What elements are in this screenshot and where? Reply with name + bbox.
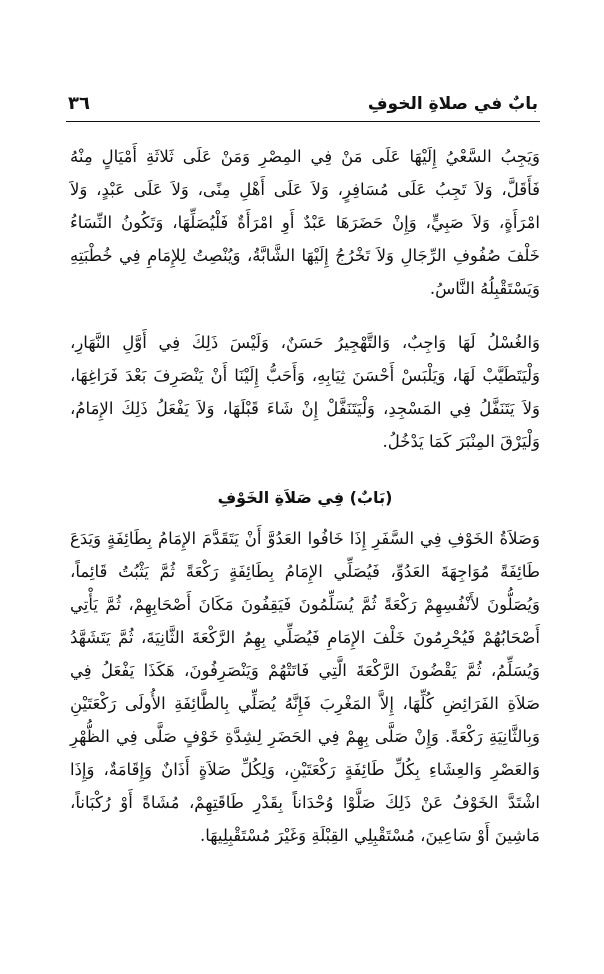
paragraph-friday-prayer: وَيَجِبُ السَّعْيُ إِلَيْهَا عَلَى مَنْ فِي المِصْرِ وَمَنْ عَلَى ثَلاثَةِ أَمْيَالٍ مِنْهُ فَأَقَلَّ، وَلاَ تَجِبُ عَلَى مُسَافِرٍ، وَلاَ عَلَى أَهْلِ مِنًى، وَلاَ عَلَى عَبْدٍ، وَلاَ امْرَأَةٍ، وَلاَ صَبِيٍّ، وَإِنْ حَضَرَهَا عَبْدٌ أَوِ امْرَأَةٌ فَلْيُصَلِّهَا، وَتَكُونُ النِّسَاءُ خَلْفَ صُفُوفِ الرِّجَالِ وَلاَ تَخْرُجُ إِلَيْهَا الشَّابَّةُ، وَيُنْصِتُ لِلإِمَامِ فِي خُطْبَتِهِ وَيَسْتَقْبِلُهُ النَّاسُ. [70,147,540,298]
section-heading: (بَابٌ) فِي صَلاَةِ الخَوْفِ [217,488,393,507]
paragraph-fear-prayer: وَصَلاَةُ الخَوْفِ فِي السَّفَرِ إِذَا خَافُوا العَدُوَّ أَنْ يَتَقَدَّمَ الإِمَامُ بِطَائِفَةٍ وَيَدَعَ طَائِفَةً مُوَاجِهَةَ العَدُوِّ، فَيُصَلِّي الإِمَامُ بِطَائِفَةٍ رَكْعَةً ثُمَّ يَثْبُتُ قَائِماً، وَيُصَلُّونَ لأَنْفُسِهِمْ رَكْعَةً ثُمَّ يُسَلِّمُونَ فَيَقِفُونَ مَكَانَ أَصْحَابِهِمْ، ثُمَّ يَأْتِي أَصْحَابُهُمْ فَيُحْرِمُونَ خَلْفَ الإِمَامِ فَيُصَلِّي بِهِمُ الرَّكْعَةَ الثَّانِيَةَ، ثُمَّ يَتَشَهَّدُ وَيُسَلِّمُ، ثُمَّ يَقْضُونَ الرَّكْعَةَ الَّتِي فَاتَتْهُمْ وَيَنْصَرِفُونَ، هَكَذَا يَفْعَلُ فِي صَلاَةِ الفَرَائِضِ كُلِّهَا، إِلاَّ المَغْرِبَ فَإِنَّهُ يُصَلِّي بِالطَّائِفَةِ الأُولَى رَكْعَتَيْنِ وَبِالثَّانِيَةِ رَكْعَةً. وَإِنْ صَلَّى بِهِمْ فِي الحَضَرِ لِشِدَّةِ خَوْفٍ صَلَّى فِي الظُّهْرِ وَالعَصْرِ وَالعِشَاءِ بِكُلِّ طَائِفَةٍ رَكْعَتَيْنِ، وَلِكُلِّ صَلاَةٍ أَذَانٌ وَإِقَامَةٌ، وَإِذَا اشْتَدَّ الخَوْفُ عَنْ ذَلِكَ صَلَّوْا وُحْدَاناً بِقَدْرِ طَاقَتِهِمْ، مُشَاةً أَوْ رُكْبَاناً، مَاشِينَ أَوْ سَاعِينَ، مُسْتَقْبِلِي القِبْلَةِ وَغَيْرَ مُسْتَقْبِلِيهَا. [70,529,540,845]
running-header [68,86,538,120]
header-divider [66,121,540,122]
page-number: ٣٦ [68,93,90,114]
running-title: بابٌ في صلاةِ الخوفِ [367,94,538,114]
paragraph-ghusl: وَالغُسْلُ لَهَا وَاجِبٌ، وَالتَّهْجِيرُ حَسَنٌ، وَلَيْسَ ذَلِكَ فِي أَوَّلِ النَّهَارِ، وَلْيَتَطَيَّبْ لَهَا، وَيَلْبَسْ أَحْسَنَ ثِيَابِهِ، وَأَحَبُّ إِلَيْنَا أَنْ يَنْصَرِفَ بَعْدَ فَرَاغِهَا، وَلاَ يَتَنَفَّلُ فِي المَسْجِدِ، وَلْيَتَنَفَّلْ إِنْ شَاءَ قَبْلَهَا، وَلاَ يَفْعَلُ ذَلِكَ الإِمَامُ، وَلْيَرْقَ المِنْبَرَ كَمَا يَدْخُلُ. [70,333,540,451]
